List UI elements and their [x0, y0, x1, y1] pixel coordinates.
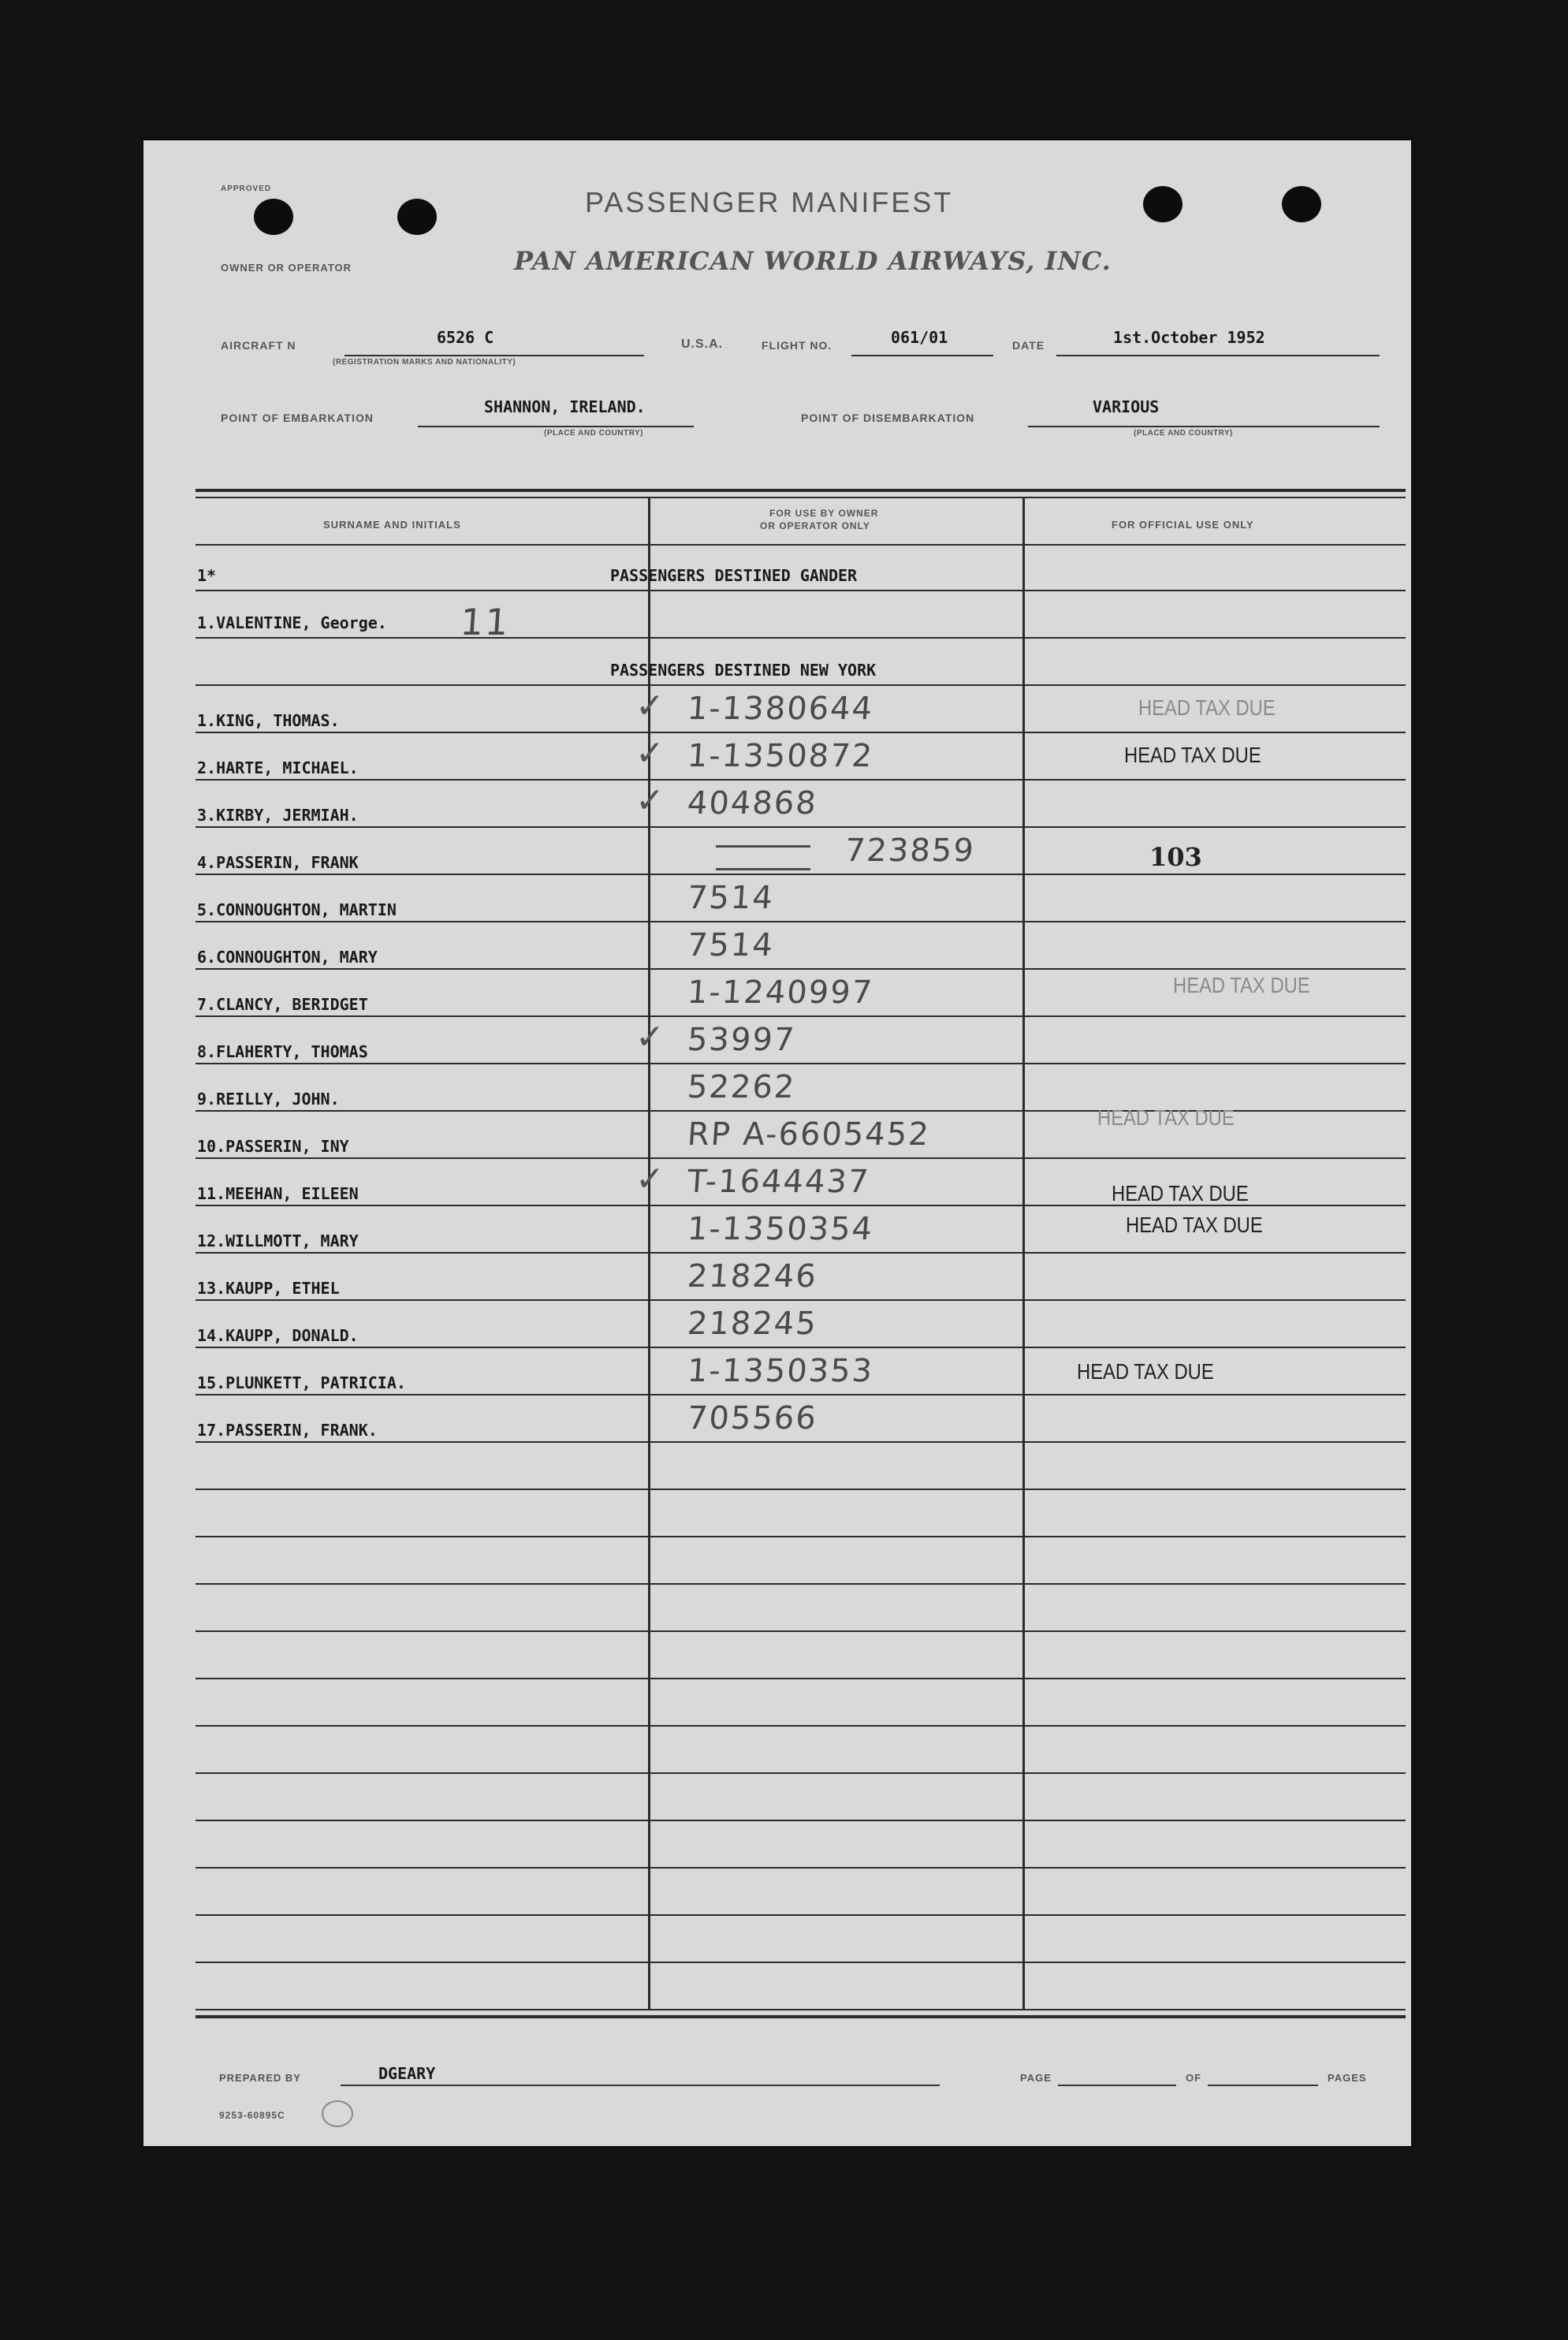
head-tax-stamp: HEAD TAX DUE	[1138, 695, 1276, 720]
row-rule	[196, 684, 1406, 686]
disembarkation-label: POINT OF DISEMBARKATION	[801, 412, 975, 424]
gander-count: 1*	[197, 566, 217, 585]
row-rule	[196, 1299, 1406, 1301]
page-title: PASSENGER MANIFEST	[585, 186, 954, 218]
section-header-gander: PASSENGERS DESTINED GANDER	[610, 566, 858, 585]
punch-hole	[1143, 186, 1183, 222]
prepared-by-line	[341, 2085, 940, 2086]
row-rule	[196, 1394, 1406, 1395]
row-rule	[196, 590, 1406, 591]
disembarkation-value: VARIOUS	[1093, 397, 1160, 416]
aircraft-value: 6526 C	[437, 328, 494, 347]
passenger-name: 5.CONNOUGHTON, MARTIN	[197, 900, 397, 919]
form-number: 9253-60895C	[219, 2110, 285, 2121]
passenger-number: 218246	[686, 1258, 819, 1295]
embarkation-sublabel: (PLACE AND COUNTRY)	[544, 429, 643, 438]
date-label: DATE	[1012, 339, 1045, 352]
passenger-number: 218245	[686, 1306, 819, 1342]
pages-label: PAGES	[1328, 2072, 1367, 2084]
table-top-rule	[196, 489, 1406, 492]
column-header-owner: FOR USE BY OWNER	[769, 508, 879, 519]
prepared-by-value: DGEARY	[378, 2064, 436, 2083]
date-value: 1st.October 1952	[1113, 328, 1265, 347]
embarkation-label: POINT OF EMBARKATION	[221, 412, 374, 424]
head-tax-stamp: HEAD TAX DUE	[1124, 743, 1261, 767]
row-rule	[196, 826, 1406, 828]
passenger-name: 15.PLUNKETT, PATRICIA.	[197, 1373, 406, 1392]
check-mark-icon: ✓	[635, 686, 665, 726]
passenger-number: 52262	[686, 1069, 797, 1105]
aircraft-line	[345, 355, 644, 356]
passenger-name: 10.PASSERIN, INY	[197, 1137, 349, 1156]
passenger-name: 2.HARTE, MICHAEL.	[197, 758, 359, 777]
passenger-name: 1.KING, THOMAS.	[197, 711, 340, 730]
of-label: OF	[1186, 2072, 1202, 2084]
aircraft-label: AIRCRAFT N	[221, 339, 296, 352]
date-line	[1056, 355, 1380, 356]
passenger-number: 1-1380644	[686, 691, 875, 727]
row-rule	[196, 1536, 1406, 1537]
row-rule	[196, 1252, 1406, 1254]
row-rule	[196, 1914, 1406, 1916]
country-label: U.S.A.	[681, 337, 724, 351]
head-tax-stamp: HEAD TAX DUE	[1077, 1359, 1214, 1384]
row-rule	[196, 1347, 1406, 1348]
row-rule	[196, 1820, 1406, 1821]
passenger-number: 1-1350872	[686, 738, 875, 774]
row-rule	[196, 921, 1406, 922]
row-rule	[196, 1015, 1406, 1017]
strikethrough-mark	[716, 845, 810, 870]
passenger-name: 13.KAUPP, ETHEL	[197, 1279, 340, 1298]
row-rule	[196, 1725, 1406, 1727]
row-rule	[196, 1583, 1406, 1585]
row-rule	[196, 1772, 1406, 1774]
punch-hole	[1282, 186, 1321, 222]
check-mark-icon: ✓	[635, 1159, 665, 1199]
row-rule	[196, 1867, 1406, 1869]
prepared-by-label: PREPARED BY	[219, 2072, 301, 2084]
passenger-name: 14.KAUPP, DONALD.	[197, 1326, 359, 1345]
official-code: 103	[1149, 842, 1202, 872]
passenger-name: 9.REILLY, JOHN.	[197, 1090, 340, 1109]
head-tax-stamp: HEAD TAX DUE	[1173, 973, 1310, 997]
manifest-sheet	[143, 140, 1411, 2146]
passenger-name: 11.MEEHAN, EILEEN	[197, 1184, 359, 1203]
column-header-owner: OR OPERATOR ONLY	[760, 520, 870, 531]
head-tax-stamp: HEAD TAX DUE	[1126, 1213, 1263, 1237]
gander-passenger-name: 1.VALENTINE, George.	[197, 613, 387, 632]
passenger-name: 6.CONNOUGHTON, MARY	[197, 948, 378, 967]
row-rule	[196, 779, 1406, 781]
disembarkation-sublabel: (PLACE AND COUNTRY)	[1134, 429, 1233, 438]
table-top-rule	[196, 497, 1406, 498]
punch-hole	[397, 199, 437, 235]
of-line	[1208, 2085, 1318, 2086]
row-rule	[196, 1678, 1406, 1679]
row-rule	[196, 874, 1406, 875]
passenger-number: 1-1350354	[686, 1211, 875, 1247]
disembarkation-line	[1028, 426, 1380, 427]
passenger-name: 17.PASSERIN, FRANK.	[197, 1421, 378, 1440]
passenger-name: 3.KIRBY, JERMIAH.	[197, 806, 359, 825]
passenger-number: 1-1350353	[686, 1353, 875, 1389]
row-rule	[196, 1157, 1406, 1159]
passenger-number: 705566	[686, 1400, 819, 1436]
table-bottom-rule	[196, 2009, 1406, 2010]
row-rule	[196, 1063, 1406, 1064]
row-rule	[196, 544, 1406, 546]
airline-name: PAN AMERICAN WORLD AIRWAYS, INC.	[514, 246, 1112, 276]
check-mark-icon: ✓	[635, 733, 665, 773]
page-label: PAGE	[1020, 2072, 1052, 2084]
column-header-official: FOR OFFICIAL USE ONLY	[1112, 519, 1254, 531]
passenger-number: RP A-6605452	[686, 1116, 932, 1153]
row-rule	[196, 637, 1406, 639]
punch-hole	[254, 199, 293, 235]
approved-stamp: APPROVED	[221, 184, 272, 193]
passenger-number: 723859	[844, 833, 977, 869]
passenger-name: 8.FLAHERTY, THOMAS	[197, 1042, 368, 1061]
passenger-name: 12.WILLMOTT, MARY	[197, 1231, 359, 1250]
flight-label: FLIGHT NO.	[762, 339, 832, 352]
row-rule	[196, 1489, 1406, 1490]
row-rule	[196, 1630, 1406, 1632]
printer-seal	[322, 2100, 353, 2127]
embarkation-line	[418, 426, 694, 427]
page-line	[1058, 2085, 1176, 2086]
passenger-number: 404868	[686, 785, 819, 822]
passenger-number: T-1644437	[686, 1164, 871, 1200]
embarkation-value: SHANNON, IRELAND.	[484, 397, 646, 416]
flight-value: 061/01	[891, 328, 948, 347]
row-rule	[196, 1441, 1406, 1443]
flight-line	[851, 355, 993, 356]
gander-passenger-mark: 11	[459, 601, 512, 643]
passenger-name: 4.PASSERIN, FRANK	[197, 853, 359, 872]
passenger-number: 7514	[686, 927, 776, 963]
row-rule	[196, 732, 1406, 733]
row-rule	[196, 968, 1406, 970]
row-rule	[196, 1962, 1406, 1963]
table-bottom-rule	[196, 2015, 1406, 2018]
passenger-number: 7514	[686, 880, 776, 916]
section-header-new-york: PASSENGERS DESTINED NEW YORK	[610, 661, 877, 680]
owner-label: OWNER OR OPERATOR	[221, 262, 352, 274]
passenger-number: 1-1240997	[686, 974, 875, 1011]
passenger-name: 7.CLANCY, BERIDGET	[197, 995, 368, 1014]
check-mark-icon: ✓	[635, 781, 665, 821]
aircraft-sublabel: (REGISTRATION MARKS AND NATIONALITY)	[333, 358, 516, 367]
check-mark-icon: ✓	[635, 1017, 665, 1057]
head-tax-stamp: HEAD TAX DUE	[1112, 1181, 1249, 1205]
column-header-surname: SURNAME AND INITIALS	[323, 519, 461, 531]
passenger-number: 53997	[686, 1022, 797, 1058]
head-tax-stamp: HEAD TAX DUE	[1097, 1105, 1235, 1130]
